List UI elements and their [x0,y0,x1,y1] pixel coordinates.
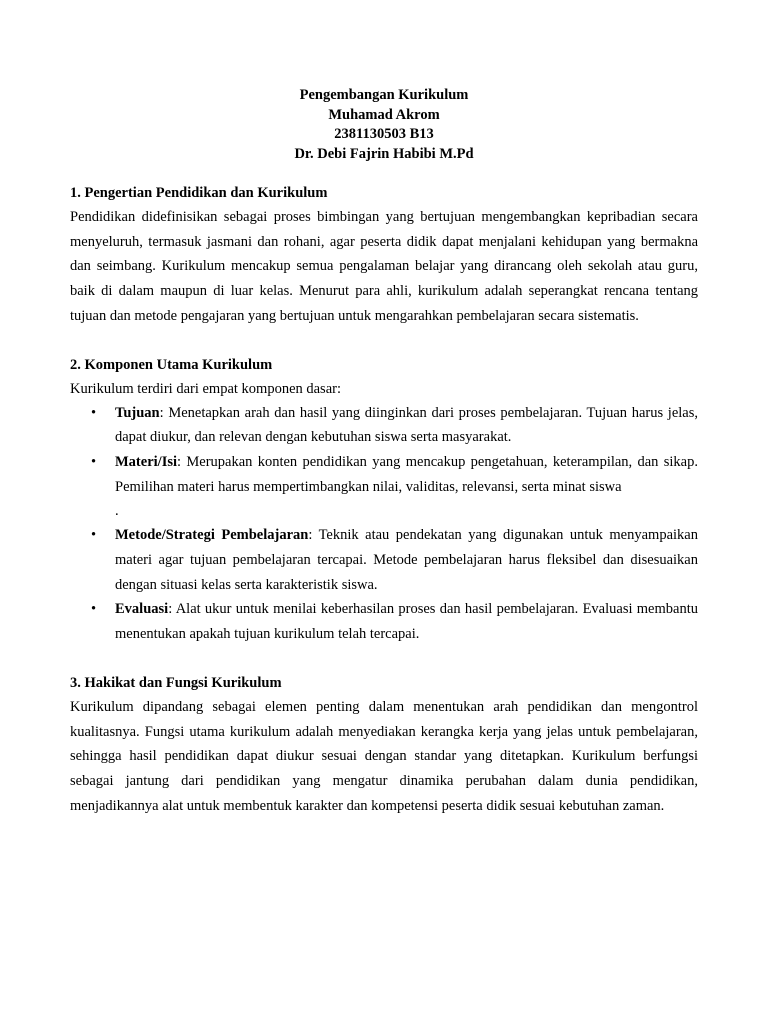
bullet-icon: • [91,453,97,470]
list-item-materi [91,450,698,523]
item-term: Tujuan [115,404,160,421]
list-item-metode [91,523,698,597]
section-heading: 3. Hakikat dan Fungsi Kurikulum [70,674,282,691]
item-text: : Menetapkan arah dan hasil yang diinginkan dari proses pembelajaran. Tujuan harus jelas, dapat diukur, dan relevan dengan kebutuhan siswa serta masyarakat. [115,404,698,446]
document-header [70,86,698,164]
component-list [70,401,698,647]
document-title: Pengembangan Kurikulum [299,87,469,103]
item-term: Metode/Strategi Pembelajaran [115,527,309,544]
section-hakikat [70,671,698,819]
item-text: : Alat ukur untuk menilai keberhasilan proses dan hasil pembelajaran. Evaluasi membantu menentukan apakah tujuan kurikulum telah tercapai. [115,601,698,643]
item-term: Materi/Isi [115,453,178,470]
section-heading: 1. Pengertian Pendidikan dan Kurikulum [70,185,328,201]
section-intro: Kurikulum terdiri dari empat komponen dasar: [70,380,341,397]
bullet-icon: • [91,601,97,618]
section-komponen [70,353,698,647]
item-term: Evaluasi [115,601,169,618]
bullet-icon: • [91,404,97,421]
author-name: Muhamad Akrom [328,106,440,123]
list-item-evaluasi [91,597,698,646]
section-pengertian [70,181,698,329]
bullet-icon: • [91,527,97,544]
item-text: : Merupakan konten pendidikan yang mencakup pengetahuan, keterampilan, dan sikap. Pemilihan materi harus mempertimbangkan nilai, validitas, relevansi, serta minat siswa [115,453,698,495]
section-paragraph: Pendidikan didefinisikan sebagai proses bimbingan yang bertujuan mengembangkan kepribadian secara menyeluruh, termasuk jasmani dan rohani, agar peserta didik dapat menjalani kehidupan yang bermakna dan seimbang. Kurikulum mencakup semua pengalaman belajar yang dirancang oleh sekolah atau guru, baik di dalam maupun di luar kelas. Menurut para ahli, kurikulum adalah seperangkat rencana tentang tujuan dan metode pengajaran yang bertujuan untuk mengarahkan pembelajaran secara sistematis. [70,209,698,324]
section-paragraph: Kurikulum dipandang sebagai elemen penting dalam menentukan arah pendidikan dan mengontrol kualitasnya. Fungsi utama kurikulum adalah menyediakan kerangka kerja yang jelas untuk pembelajaran, sehingga hasil pendidikan dapat diukur sesuai dengan standar yang ditetapkan. Kurikulum berfungsi sebagai jantung dari pendidikan yang mengatur dinamika perubahan dalam dunia pendidikan, menjadikannya alat untuk membentuk karakter dan kompetensi peserta didik sesuai kebutuhan zaman. [70,698,698,814]
item-text: : Teknik atau pendekatan yang digunakan untuk menyampaikan materi agar tujuan pembelajaran tercapai. Metode pembelajaran harus fleksibel dan disesuaikan dengan situasi kelas serta karakteristik siswa. [115,527,698,593]
item-trailing: . [115,503,119,520]
list-item-tujuan [91,401,698,450]
lecturer-name: Dr. Debi Fajrin Habibi M.Pd [294,145,474,162]
student-id: 2381130503 B13 [334,126,434,142]
section-heading: 2. Komponen Utama Kurikulum [70,356,273,373]
